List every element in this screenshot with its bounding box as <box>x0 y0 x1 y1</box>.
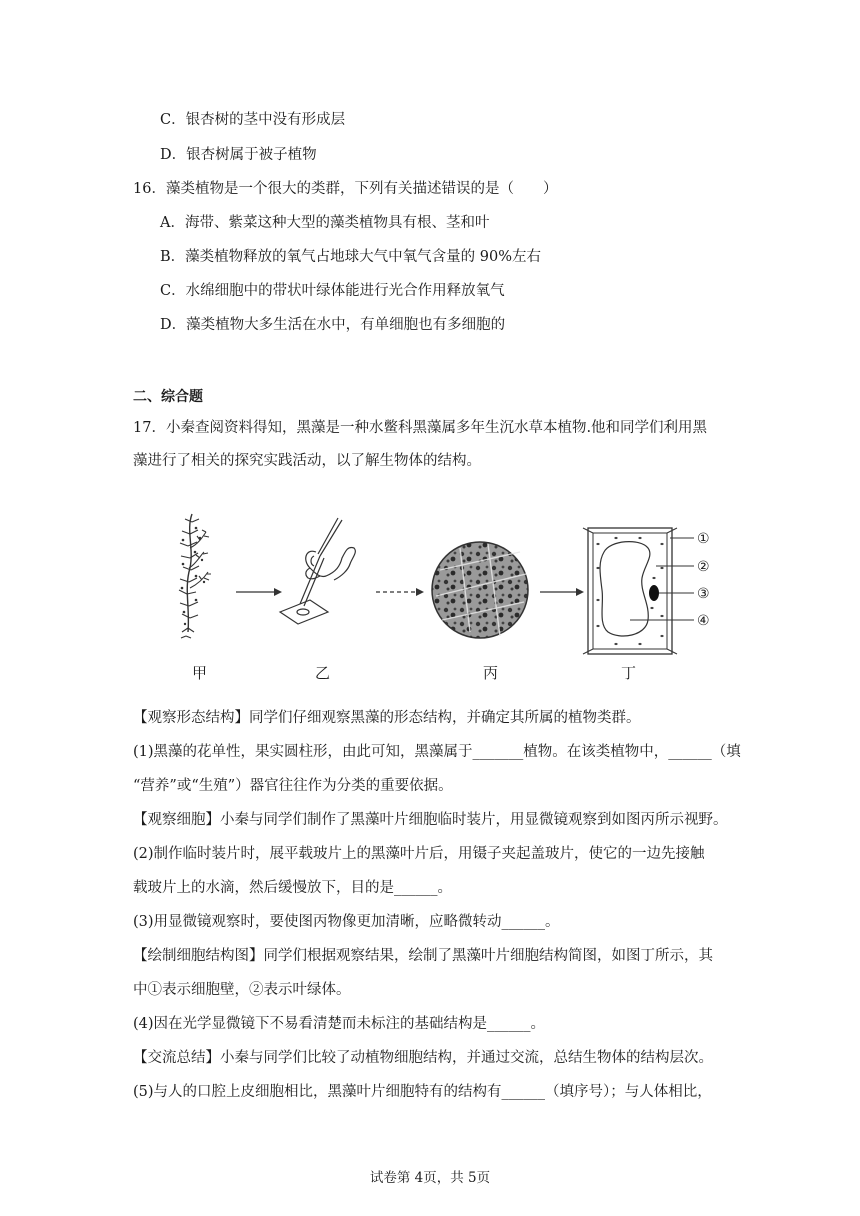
label-jia: 甲 <box>192 664 208 682</box>
marker-4: ④ <box>697 613 710 629</box>
marker-2: ② <box>697 559 710 575</box>
q17-intro-line1: 17．小秦查阅资料得知，黑藻是一种水鳖科黑藻属多年生沉水草本植物.他和同学们利用黑 <box>133 420 708 436</box>
arrow-jia-yi <box>236 588 282 596</box>
marker-1: ① <box>697 531 710 547</box>
plant-cell-diagram <box>583 528 694 654</box>
q16-option-b: B．藻类植物释放的氧气占地球大气中氧气含量的 90%左右 <box>160 249 541 265</box>
plant-sprig-drawing <box>179 514 211 638</box>
q17-para-draw-line1: 【绘制细胞结构图】同学们根据观察结果，绘制了黑藻叶片细胞结构简图，如图丁所示，其 <box>133 948 713 964</box>
q17-sub1-line1: (1)黑藻的花单性，果实圆柱形，由此可知，黑藻属于_______植物。在该类植物中，______（填 <box>133 744 741 760</box>
q17-para-observe-cell: 【观察细胞】小秦与同学们制作了黑藻叶片细胞临时装片，用显微镜观察到如图丙所示视野。 <box>133 812 728 828</box>
hand-tweezers-drawing <box>280 518 355 624</box>
q17-para-observe-form: 【观察形态结构】同学们仔细观察黑藻的形态结构，并确定其所属的植物类群。 <box>133 710 641 726</box>
q16-option-d: D．藻类植物大多生活在水中，有单细胞也有多细胞的 <box>160 317 506 333</box>
q17-para-summary: 【交流总结】小秦与同学们比较了动植物细胞结构，并通过交流，总结生物体的结构层次。 <box>133 1050 713 1066</box>
q17-para-draw-line2: 中①表示细胞壁，②表示叶绿体。 <box>133 982 351 998</box>
q17-sub1-line2: “营养”或“生殖”）器官往往作为分类的重要依据。 <box>133 778 453 794</box>
q17-sub5: (5)与人的口腔上皮细胞相比，黑藻叶片细胞特有的结构有______（填序号）；与人体相比， <box>133 1084 712 1100</box>
q15-option-d: D．银杏树属于被子植物 <box>160 147 317 163</box>
label-ding: 丁 <box>621 664 637 682</box>
dashed-arrow-yi-bing <box>376 588 424 596</box>
q17-sub2-line2: 载玻片上的水滴，然后缓慢放下，目的是______。 <box>133 880 452 896</box>
q17-sub3: (3)用显微镜观察时，要使图丙物像更加清晰，应略微转动______。 <box>133 914 560 930</box>
q16-stem: 16．藻类植物是一个很大的类群，下列有关描述错误的是（ ） <box>133 181 558 197</box>
q17-sub4: (4)因在光学显微镜下不易看清楚而未标注的基础结构是______。 <box>133 1016 546 1032</box>
q15-option-c: C．银杏树的茎中没有形成层 <box>160 112 346 128</box>
q17-intro-line2: 藻进行了相关的探究实践活动，以了解生物体的结构。 <box>133 453 481 469</box>
label-bing: 丙 <box>483 664 499 682</box>
arrow-bing-ding <box>540 588 584 596</box>
q17-sub2-line1: (2)制作临时装片时，展平载玻片上的黑藻叶片后，用镊子夹起盖玻片，使它的一边先接触 <box>133 846 705 862</box>
marker-3: ③ <box>697 586 710 602</box>
microscope-view-drawing <box>432 542 528 638</box>
q16-option-a: A．海带、紫菜这种大型的藻类植物具有根、茎和叶 <box>160 215 490 231</box>
section-title: 二、综合题 <box>133 389 203 405</box>
page-footer: 试卷第 4页，共 5页 <box>369 1170 491 1186</box>
label-yi: 乙 <box>315 664 331 682</box>
experiment-figure <box>170 508 730 688</box>
q16-option-c: C．水绵细胞中的带状叶绿体能进行光合作用释放氧气 <box>160 283 505 299</box>
